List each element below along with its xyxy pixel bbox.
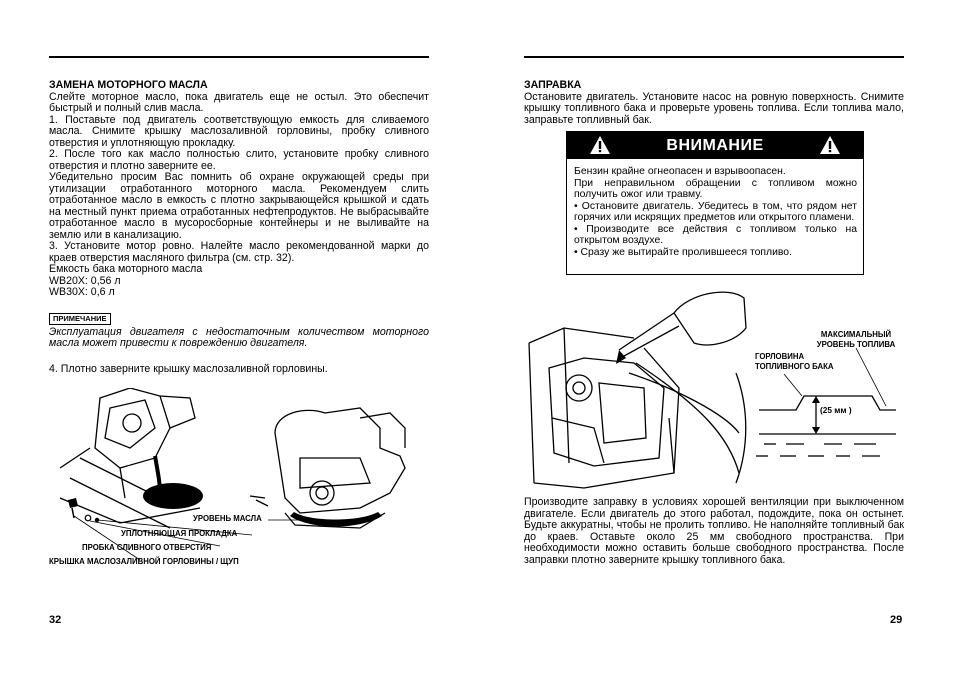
refuel-closing: Производите заправку в условиях хорошей вентиляции при выключенном двигателе. Если двигатель до этого работал, подождите, пока он остынет. Будьте аккуратны, чтобы не пролить топливо. Не наполняйте топливный бак до краев. Оставьте около 25 мм свободного пространства. При необходимости можно оставить больше свободного пространства. После заправки плотно заверните крышку топливного бака. — [524, 496, 904, 566]
warning-title: ВНИМАНИЕ — [666, 136, 764, 154]
left-paragraph: 3. Установите мотор ровно. Налейте масло рекомендованной марки до краев отверстия масляного фильтра (см. стр. 32). — [49, 240, 429, 264]
drain-plug-label: ПРОБКА СЛИВНОГО ОТВЕРСТИЯ — [82, 543, 212, 552]
warning-line: • Остановите двигатель. Убедитесь в том, что рядом нет горячих или искрящих предметов или открытого пламени. — [574, 200, 857, 223]
tank-neck-label: ГОРЛОВИНА ТОПЛИВНОГО БАКА — [755, 352, 834, 371]
warning-box — [566, 131, 864, 275]
step-4: 4. Плотно заверните крышку маслозаливной горловины. — [49, 362, 328, 375]
refuel-heading: ЗАПРАВКА — [524, 79, 582, 91]
warning-line: • Сразу же вытирайте пролившееся топливо. — [574, 246, 792, 258]
warning-triangle-icon — [589, 135, 611, 155]
right-page-bottom — [524, 497, 904, 566]
filler-cap-label: КРЫШКА МАСЛОЗАЛИВНОЙ ГОРЛОВИНЫ / ЩУП — [49, 557, 239, 566]
note-label: ПРИМЕЧАНИЕ — [49, 313, 111, 325]
refuel-illustration — [524, 288, 904, 493]
note-text: Эксплуатация двигателя с недостаточным количеством моторного масла может привести к повреждению двигателя. — [49, 325, 429, 349]
oil-level-label: УРОВЕНЬ МАСЛА — [193, 514, 262, 523]
refuel-intro: Остановите двигатель. Установите насос на ровную поверхность. Снимите крышку топливного бака и проверьте уровень топлива. Если топлива мало, заправьте топливный бак. — [524, 90, 904, 126]
warning-line: Бензин крайне огнеопасен и взрывоопасен. — [574, 166, 786, 177]
gasket-label: УПЛОТНЯЮЩАЯ ПРОКЛАДКА — [121, 529, 238, 538]
capacity-wb20x: WB20X: 0,56 л — [49, 274, 121, 287]
max-level-label: МАКСИМАЛЬНЫЙ УРОВЕНЬ ТОПЛИВА — [816, 330, 896, 349]
left-paragraph: 2. После того как масло полностью слито, установите пробку сливного отверстия и плотно заверните ее. — [49, 148, 429, 172]
left-page-number: 32 — [49, 614, 62, 626]
left-paragraph: 1. Поставьте под двигатель соответствующую емкость для сливаемого масла. Снимите крышку маслозаливной горловины, пробку сливного отверстия и уплотняющую прокладку. — [49, 113, 429, 149]
left-paragraph: Слейте моторное масло, пока двигатель еще не остыл. Это обеспечит быстрый и полный слив масла. — [49, 90, 429, 114]
left-page — [49, 80, 429, 375]
oil-change-heading: ЗАМЕНА МОТОРНОГО МАСЛА — [49, 79, 208, 91]
warning-body — [567, 159, 863, 258]
right-page-number: 29 — [890, 614, 903, 626]
warning-header — [567, 132, 863, 159]
warning-line: • Производите все действия с топливом только на открытом воздухе. — [574, 223, 857, 246]
warning-line: При неправильном обращении с топливом можно получить ожог или травму. — [574, 177, 857, 200]
capacity-wb30x: WB30X: 0,6 л — [49, 286, 115, 298]
capacity-title: Емкость бака моторного масла — [49, 263, 203, 275]
right-top-rule — [524, 56, 904, 58]
warning-triangle-icon — [819, 135, 841, 155]
gap-label: (25 мм ) — [820, 405, 852, 415]
left-top-rule — [49, 56, 429, 58]
left-paragraph: Убедительно просим Вас помнить об охране окружающей среды при утилизации отработанного моторного масла. Рекомендуем слить отработанное масло в емкость с плотно закрывающейся крышкой и сдать на местный пункт приема отработанных нефтепродуктов. Не выбрасывайте отработанное масло в мусоросборные контейнеры и не выливайте на землю или в канализацию. — [49, 171, 429, 241]
right-page — [524, 80, 904, 126]
